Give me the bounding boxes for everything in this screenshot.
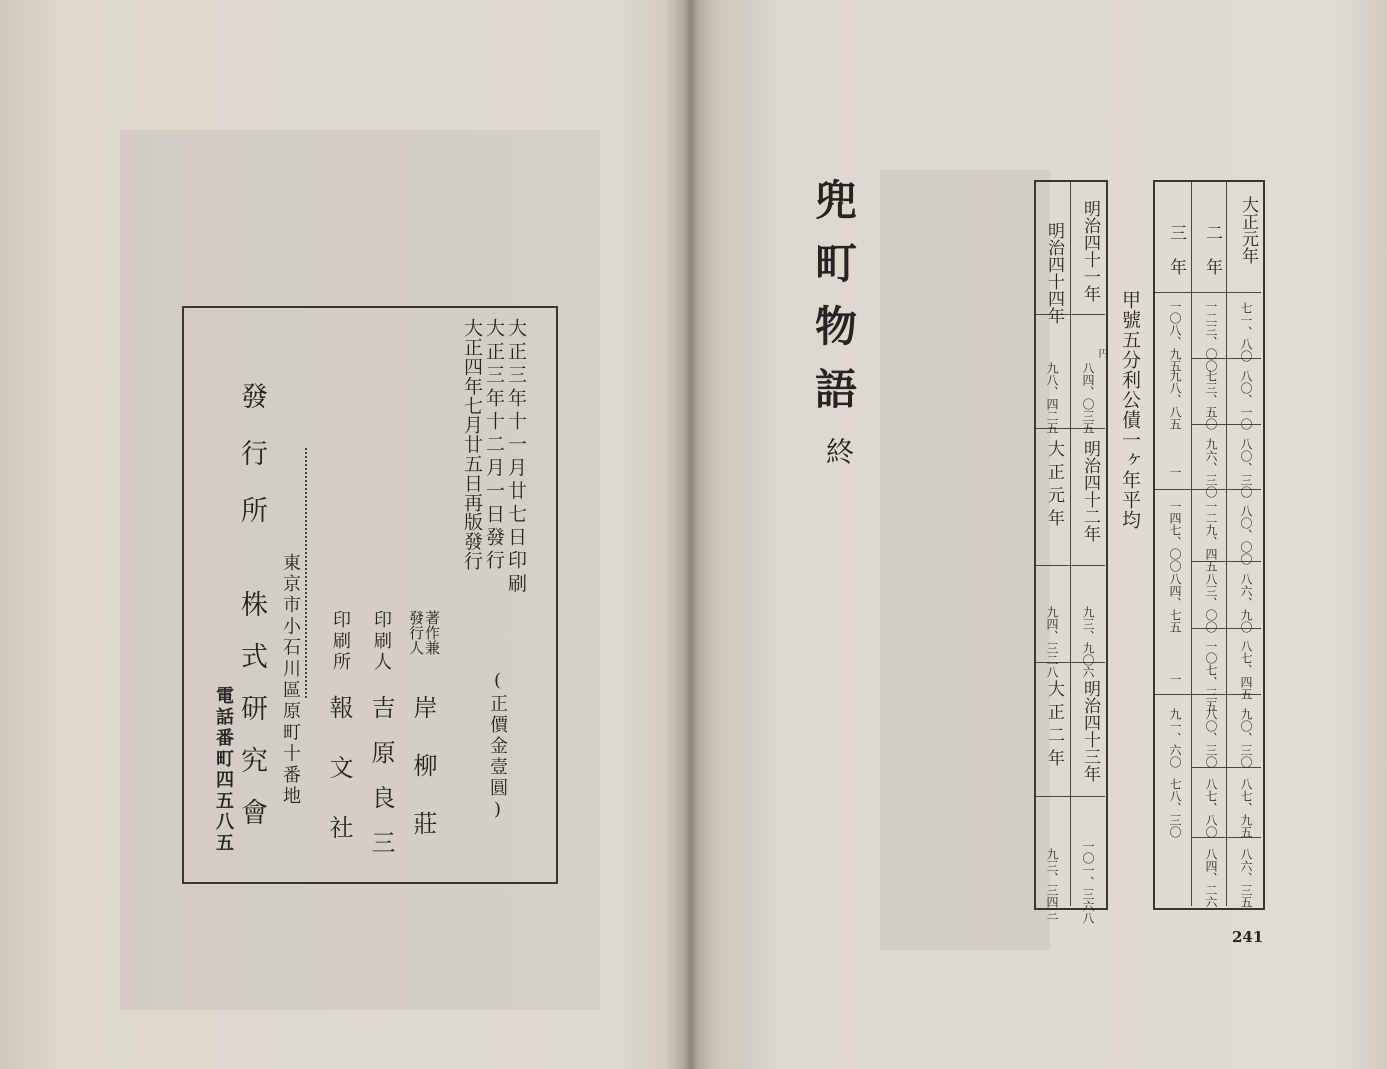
price-cell: 八四、七五	[1168, 573, 1182, 633]
price-cell: 八〇、一〇	[1239, 370, 1253, 430]
author-label: 著作兼發行人	[407, 610, 441, 655]
price-cell: 一四七、〇〇	[1168, 500, 1182, 572]
price-cell: 九六、三〇	[1204, 438, 1218, 498]
meiji-year: 明治四十三年	[1080, 680, 1100, 782]
taisho-value: 九四、三二八	[1045, 606, 1059, 678]
price-cell: 一二三、〇〇	[1204, 300, 1218, 372]
price-cell: 九〇、三〇	[1239, 708, 1253, 768]
price-cell: 七一、八〇	[1239, 302, 1253, 362]
page-number: 241	[1232, 928, 1264, 946]
meiji-year: 明治四十一年	[1080, 200, 1100, 302]
book-gutter	[684, 0, 698, 1069]
price-cell: 八〇、三〇	[1204, 708, 1218, 768]
print-date: 大正三年十一月廿七日印刷	[505, 318, 527, 597]
price-cell: 一二九、四五	[1204, 500, 1218, 572]
yen-mark: 円	[1096, 348, 1107, 358]
meiji-year: 明治四十二年	[1080, 440, 1100, 542]
price-cell: 八三、〇〇	[1204, 573, 1218, 633]
column-header: 二 年	[1202, 224, 1222, 275]
bond-caption: 甲號五分利公債一ヶ年平均	[1119, 290, 1141, 530]
colophon-divider	[305, 448, 307, 698]
price: (正價金壹圓)	[487, 670, 508, 823]
price-cell: 一〇八、九五	[1168, 300, 1182, 372]
meiji-value: 九八、四二五	[1045, 362, 1059, 434]
meiji-value: 八四、〇三五	[1081, 362, 1095, 434]
taisho-year: 大正元年	[1044, 440, 1064, 532]
meiji-value: 九三、九〇六	[1081, 606, 1095, 678]
price-cell: 七八、三〇	[1168, 778, 1182, 838]
printshop-name: 報文社	[325, 695, 353, 875]
price-cell: 九一、六〇	[1168, 708, 1182, 768]
price-cell: 一〇七、三五	[1204, 640, 1218, 712]
meiji-value: 一〇一、三六八	[1081, 840, 1095, 924]
publisher-phone: 電話番町四五八五	[213, 686, 234, 854]
price-cell: 七三、五〇	[1204, 370, 1218, 430]
author-name: 岸柳莊	[409, 695, 437, 869]
price-cell: 八四、二六	[1204, 848, 1218, 908]
publish-date: 大正三年十二月一日發行	[483, 318, 505, 574]
reprint-date: 大正四年七月廿五日再版發行	[461, 318, 483, 571]
book-title: 兜町物語	[809, 178, 858, 430]
taisho-year: 大正二年	[1044, 680, 1064, 772]
price-cell: 一	[1168, 466, 1182, 478]
end-mark: 終	[822, 437, 855, 465]
price-cell: 八七、九五	[1239, 778, 1253, 838]
printer-name: 吉原良三	[367, 695, 395, 875]
printer-label: 印刷人	[371, 610, 392, 673]
price-cell: 一	[1168, 673, 1182, 685]
publisher-address: 東京市小石川區原町十番地	[280, 553, 301, 808]
taisho-value: 九三、三四三	[1045, 848, 1059, 920]
printshop-label: 印刷所	[330, 610, 351, 673]
bleed-through-right	[880, 170, 1050, 950]
column-header: 大正元年	[1238, 196, 1258, 264]
price-cell: 八六、九〇	[1239, 573, 1253, 633]
column-header: 三 年	[1166, 224, 1186, 275]
price-cell: 八〇、三〇	[1239, 438, 1253, 498]
publisher-name: 株式研究會	[236, 590, 267, 850]
meiji-year: 明治四十四年	[1044, 222, 1064, 324]
price-cell: 八〇、〇〇	[1239, 505, 1253, 565]
price-cell: 八六、三五	[1239, 848, 1253, 908]
price-cell: 八七、四五	[1239, 640, 1253, 700]
publisher-label: 發行所	[236, 382, 267, 553]
price-cell: 八七、八〇	[1204, 778, 1218, 838]
price-cell: 九八、八五	[1168, 370, 1182, 430]
